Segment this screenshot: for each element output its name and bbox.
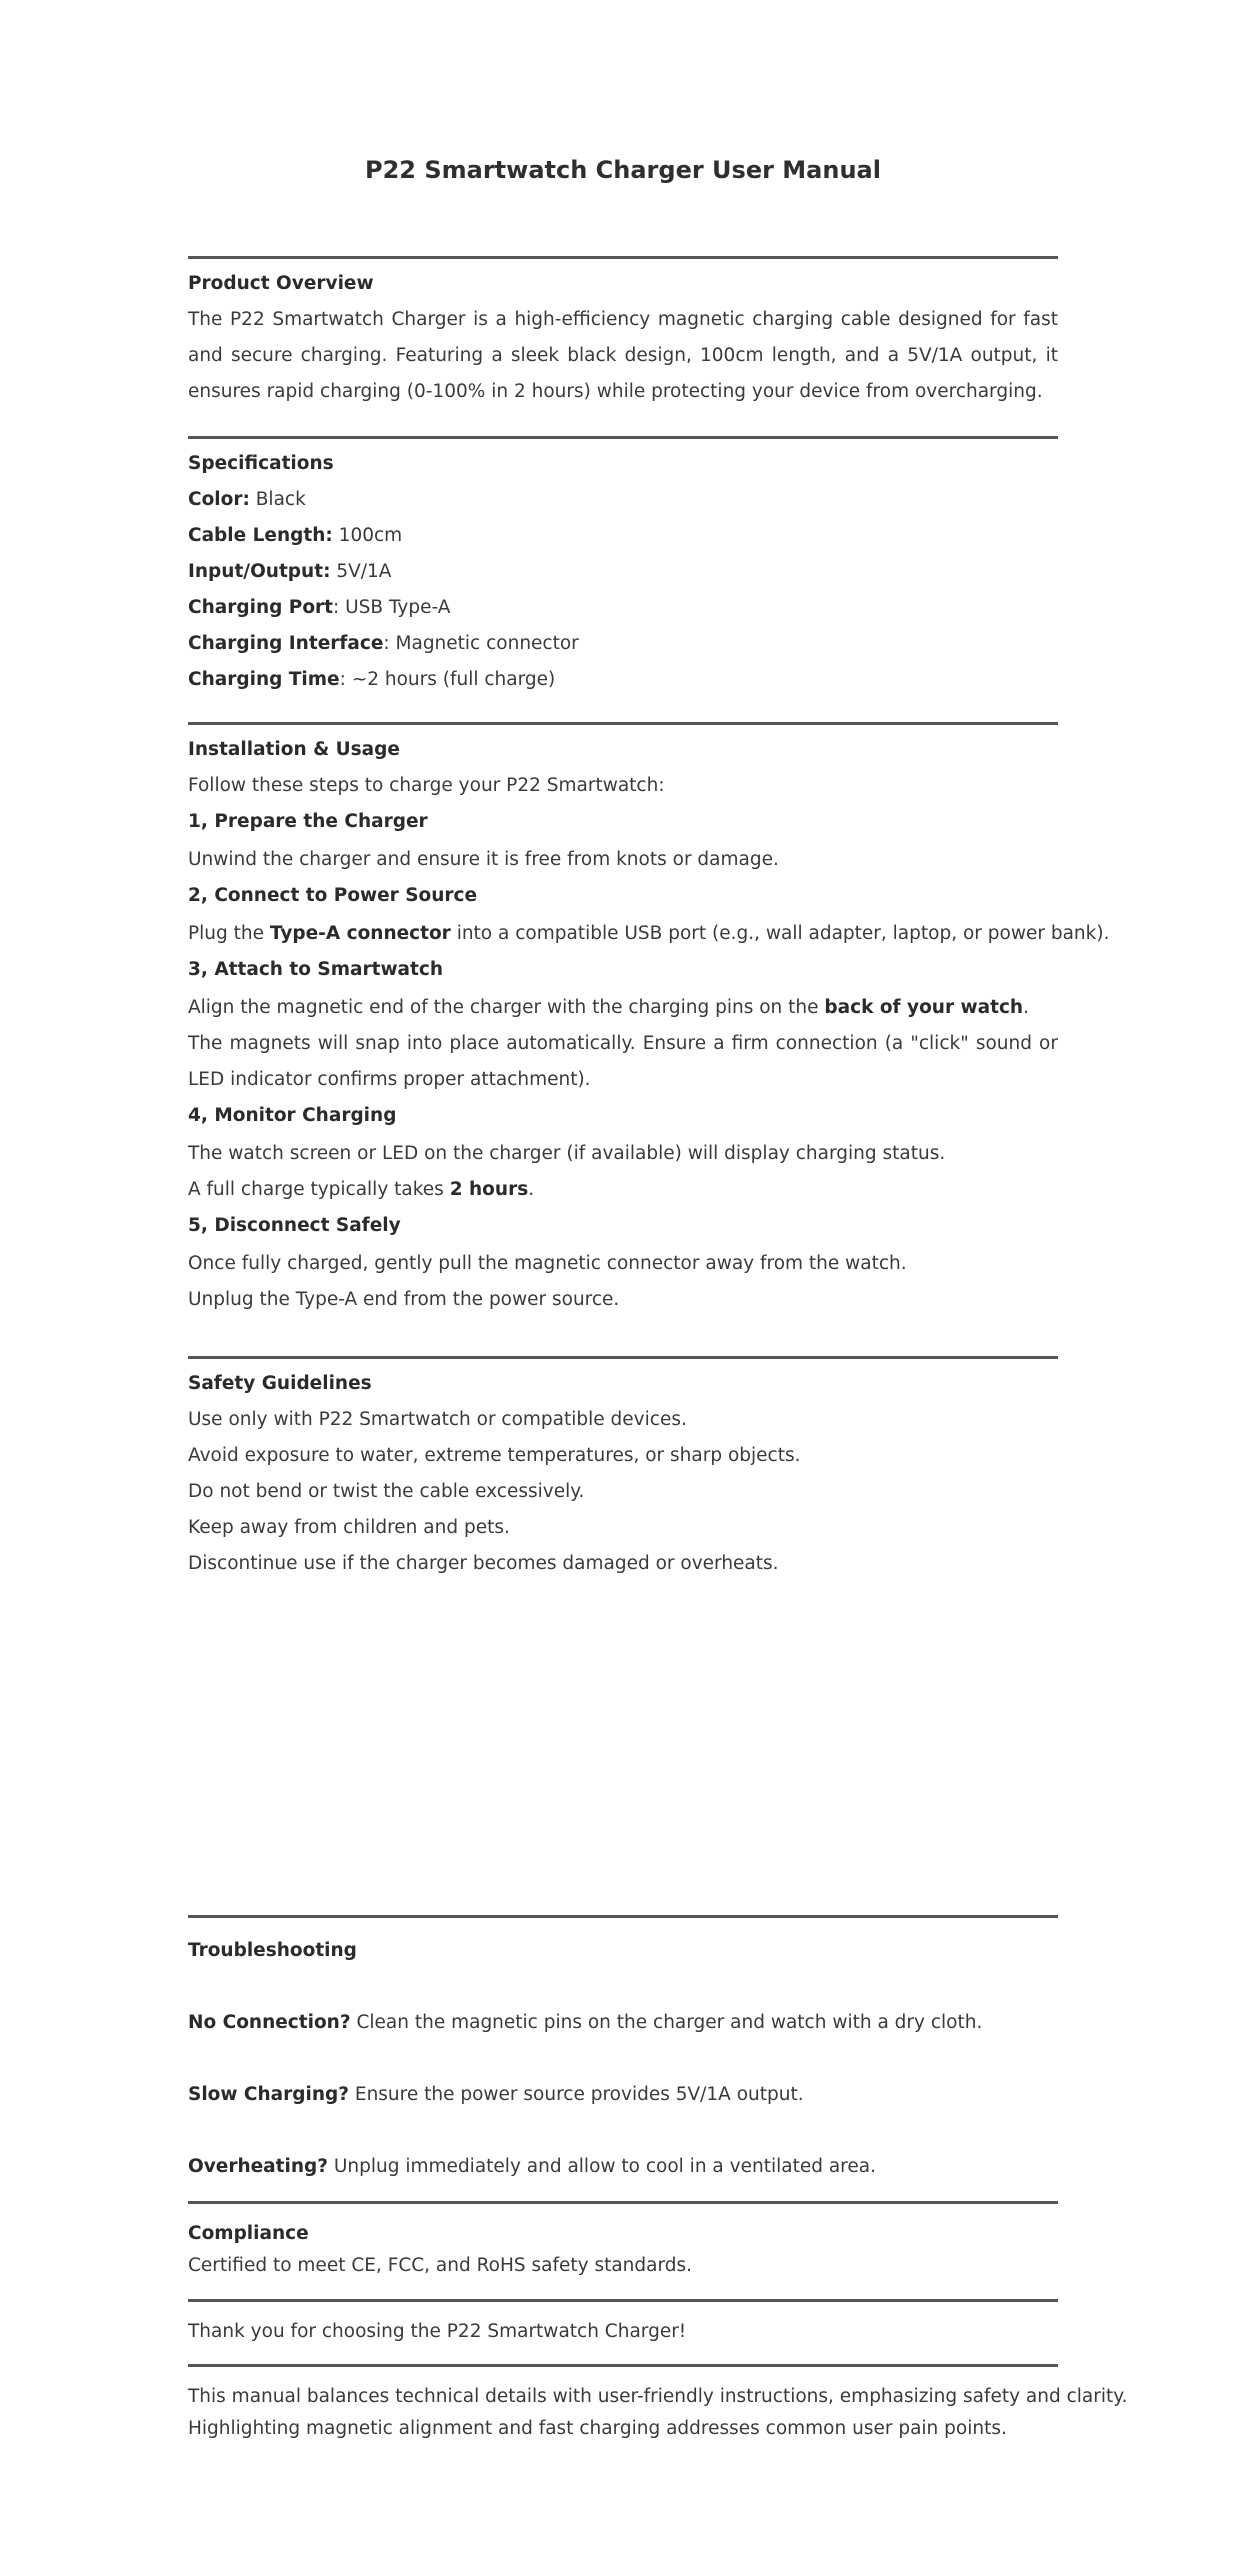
- safety-item: Discontinue use if the charger becomes damaged or overheats.: [188, 1553, 779, 1574]
- step-text: Unplug the Type-A end from the power source.: [188, 1289, 620, 1310]
- spec-item: [188, 590, 1058, 626]
- spec-value: Black: [249, 489, 306, 510]
- specifications-section: [188, 446, 1058, 698]
- safety-item: Use only with P22 Smartwatch or compatible devices.: [188, 1409, 687, 1430]
- spec-label: Cable Length:: [188, 525, 333, 546]
- spec-label: Charging Time: [188, 669, 340, 690]
- section-divider: [188, 2201, 1058, 2204]
- troubleshooting-label: No Connection?: [188, 2012, 351, 2033]
- section-heading: Specifications: [188, 453, 334, 474]
- spec-label: Input/Output:: [188, 561, 331, 582]
- spec-value: 100cm: [332, 525, 403, 546]
- installation-section: [188, 732, 1110, 1318]
- section-heading: Troubleshooting: [188, 1940, 357, 1961]
- spec-label: Charging Interface: [188, 633, 384, 654]
- spec-label: Charging Port: [188, 597, 334, 618]
- install-intro: Follow these steps to charge your P22 Smartwatch:: [188, 775, 665, 796]
- section-divider: [188, 2364, 1058, 2367]
- step-title: 2, Connect to Power Source: [188, 885, 478, 906]
- section-heading: Product Overview: [188, 273, 374, 294]
- compliance-section: [188, 2218, 1058, 2282]
- step-text: Once fully charged, gently pull the magnetic connector away from the watch.: [188, 1253, 907, 1274]
- product-overview-section: [188, 266, 1058, 410]
- step-title: 1, Prepare the Charger: [188, 811, 428, 832]
- compliance-text: Certified to meet CE, FCC, and RoHS safety standards.: [188, 2255, 693, 2276]
- thanks-text: Thank you for choosing the P22 Smartwatch Charger!: [188, 2321, 687, 2342]
- spec-value: : USB Type-A: [333, 597, 451, 618]
- step-title: 4, Monitor Charging: [188, 1105, 397, 1126]
- section-heading: Safety Guidelines: [188, 1373, 372, 1394]
- spec-item: [188, 662, 1058, 698]
- section-divider: [188, 256, 1058, 259]
- step-text: A full charge typically takes 2 hours.: [188, 1179, 535, 1200]
- spec-item: [188, 554, 1058, 590]
- troubleshooting-item: [188, 2149, 1058, 2185]
- closing-line: Highlighting magnetic alignment and fast charging addresses common user pain points.: [188, 2418, 1007, 2439]
- section-divider: [188, 436, 1058, 439]
- troubleshooting-text: Clean the magnetic pins on the charger and watch with a dry cloth.: [350, 2012, 983, 2033]
- safety-item: Keep away from children and pets.: [188, 1517, 510, 1538]
- safety-item: Avoid exposure to water, extreme temperatures, or sharp objects.: [188, 1445, 801, 1466]
- troubleshooting-text: Ensure the power source provides 5V/1A output.: [349, 2084, 804, 2105]
- section-heading: Compliance: [188, 2223, 309, 2244]
- safety-section: [188, 1366, 1058, 1582]
- section-divider: [188, 1915, 1058, 1918]
- troubleshooting-label: Slow Charging?: [188, 2084, 349, 2105]
- thanks-section: [188, 2316, 1058, 2348]
- spec-item: [188, 626, 1058, 662]
- overview-text: The P22 Smartwatch Charger is a high-efficiency magnetic charging cable designed for fast and secure charging. Featuring a sleek black design, 100cm length, and a 5V/1A output, it ensures rapid charging (0-100% in 2 hours) while protecting your device from overcharging.: [188, 309, 1058, 402]
- spec-label: Color:: [188, 489, 250, 510]
- spec-value: : Magnetic connector: [383, 633, 579, 654]
- section-divider: [188, 1356, 1058, 1359]
- step-text: Plug the Type-A connector into a compatible USB port (e.g., wall adapter, laptop, or power bank).: [188, 923, 1110, 944]
- section-heading: Installation & Usage: [188, 739, 400, 760]
- troubleshooting-section: [188, 1933, 1058, 2185]
- spec-item: [188, 482, 1058, 518]
- section-divider: [188, 2299, 1058, 2302]
- spec-item: [188, 518, 1058, 554]
- troubleshooting-label: Overheating?: [188, 2156, 328, 2177]
- troubleshooting-item: [188, 2005, 1058, 2041]
- closing-section: [188, 2381, 1128, 2445]
- spec-value: 5V/1A: [330, 561, 392, 582]
- troubleshooting-item: [188, 2077, 1058, 2113]
- spec-value: : ~2 hours (full charge): [339, 669, 556, 690]
- step-text: The watch screen or LED on the charger (if available) will display charging status.: [188, 1143, 946, 1164]
- step-text: Unwind the charger and ensure it is free from knots or damage.: [188, 849, 779, 870]
- step-title: 5, Disconnect Safely: [188, 1215, 401, 1236]
- step-text: Align the magnetic end of the charger with the charging pins on the back of your watch.: [188, 997, 1029, 1018]
- page-title: P22 Smartwatch Charger User Manual: [365, 156, 881, 184]
- step-text: The magnets will snap into place automatically. Ensure a firm connection (a "click" sound or LED indicator confirms proper attachment).: [188, 1033, 1058, 1090]
- step-title: 3, Attach to Smartwatch: [188, 959, 444, 980]
- closing-line: This manual balances technical details with user-friendly instructions, emphasizing safety and clarity.: [188, 2386, 1128, 2407]
- safety-item: Do not bend or twist the cable excessively.: [188, 1481, 585, 1502]
- section-divider: [188, 722, 1058, 725]
- troubleshooting-text: Unplug immediately and allow to cool in a ventilated area.: [328, 2156, 876, 2177]
